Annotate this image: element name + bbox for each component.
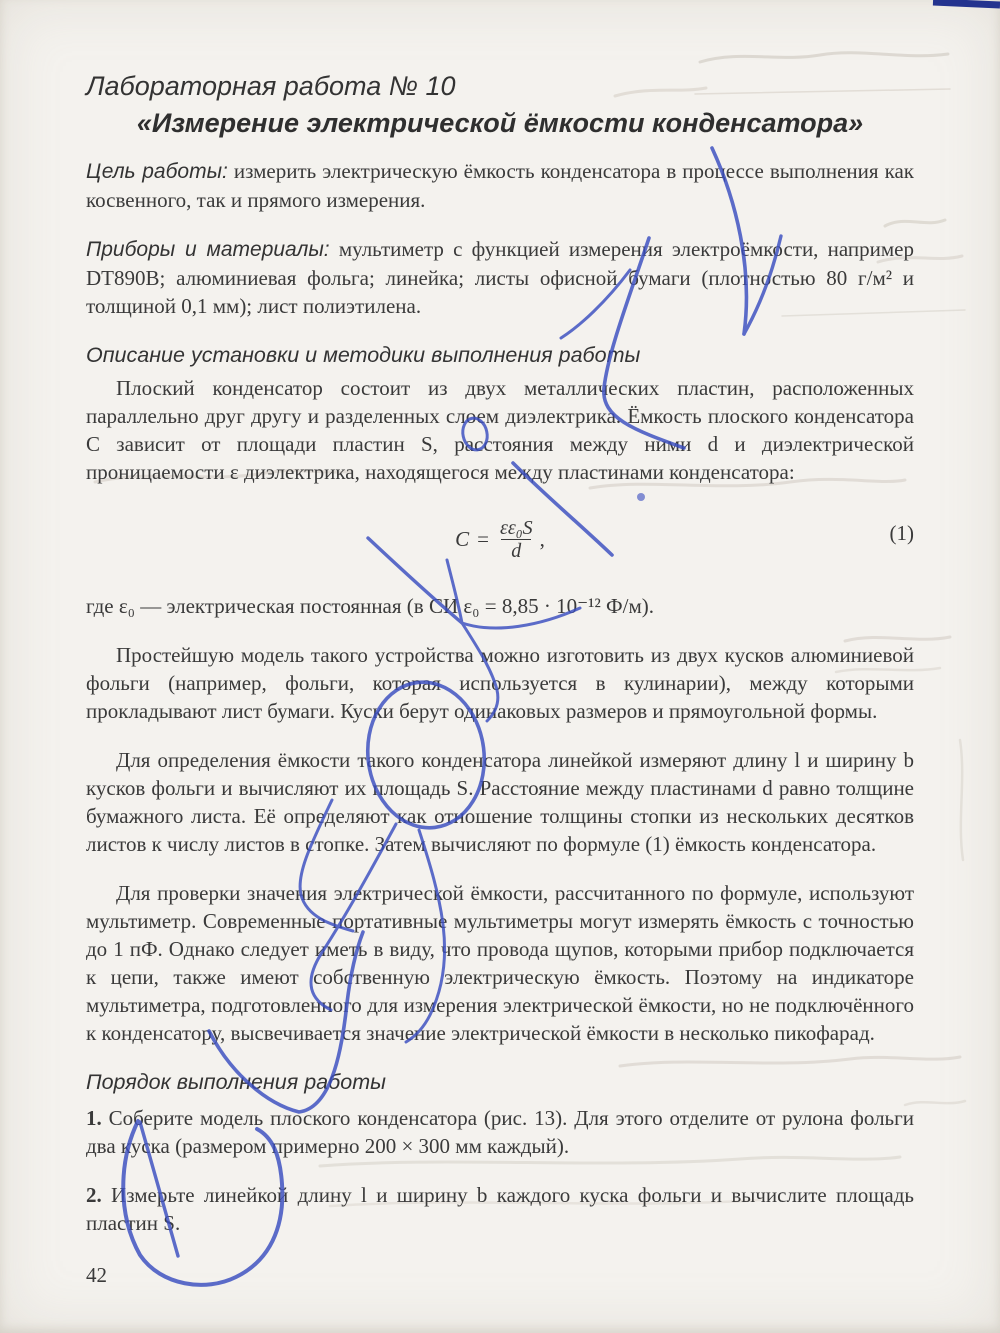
lab-work-title: Лабораторная работа № 10 bbox=[86, 71, 456, 101]
goal-label: Цель работы: bbox=[86, 160, 228, 183]
lab-work-subtitle: «Измерение электрической ёмкости конденсатора» bbox=[136, 108, 864, 138]
formula-comma: , bbox=[539, 526, 545, 551]
equipment-paragraph bbox=[86, 235, 914, 320]
description-paragraph-1: Плоский конденсатор состоит из двух металлических пластин, расположенных параллельно друг другу и разделенных слоем диэлектрика. Ёмкость плоского конденсатора C зависит от площади пластин S, расстояния между ними d и диэлектрической проницаемости ε диэлектрика, находящегося между пластинами конденсатора: bbox=[86, 376, 914, 484]
formula-equals: = bbox=[477, 526, 489, 551]
description-paragraph-2: где ε₀ — электрическая постоянная (в СИ ε₀ = 8,85 · 10⁻¹² Ф/м). bbox=[86, 594, 654, 618]
step-2-number: 2. bbox=[86, 1183, 102, 1207]
step-2-text: Измерьте линейкой длину l и ширину b каждого куска фольги и вычислите площадь пластин S. bbox=[86, 1183, 914, 1235]
formula-fraction bbox=[497, 517, 536, 562]
procedure-step-2 bbox=[86, 1181, 914, 1237]
description-paragraph-3: Простейшую модель такого устройства можно изготовить из двух кусков алюминиевой фольги (например, фольги, которая используется в кулинарии), между которыми прокладывают лист бумаги. Куски берут одинаковых размеров и прямоугольной формы. bbox=[86, 643, 914, 723]
procedure-heading: Порядок выполнения работы bbox=[86, 1070, 386, 1094]
step-1-text: Соберите модель плоского конденсатора (рис. 13). Для этого отделите от рулона фольги два куска (размером примерно 200 × 300 мм каждый). bbox=[86, 1106, 914, 1158]
formula-denominator: d bbox=[501, 539, 531, 562]
step-1-number: 1. bbox=[86, 1106, 102, 1130]
procedure-step-1 bbox=[86, 1104, 914, 1160]
formula-number: (1) bbox=[889, 521, 914, 545]
description-heading: Описание установки и методики выполнения работы bbox=[86, 343, 641, 367]
equipment-text: мультиметр с функцией измерения электроёмкости, например DT890B; алюминиевая фольга; линейка; листы офисной бумаги (плотностью 80 г/м² и толщиной 0,1 мм); лист полиэтилена. bbox=[86, 237, 914, 318]
formula-numerator: εε₀S bbox=[499, 516, 533, 539]
page-number: 42 bbox=[86, 1263, 107, 1287]
goal-text: измерить электрическую ёмкость конденсатора в процессе выполнения как косвенного, так и прямого измерения. bbox=[86, 159, 914, 212]
formula-lhs: C bbox=[455, 526, 470, 551]
description-paragraph-4: Для определения ёмкости такого конденсатора линейкой измеряют длину l и ширину b кусков фольги и вычисляют их площадь S. Расстояние между пластинами d равно толщине бумажного листа. Её определяют как отношение толщины стопки из нескольких десятков листов к числу листов в стопке. Затем вычисляют по формуле (1) ёмкость конденсатора. bbox=[86, 748, 914, 856]
capacitance-formula bbox=[86, 507, 914, 571]
goal-paragraph bbox=[86, 157, 914, 214]
equipment-label: Приборы и материалы: bbox=[86, 238, 330, 261]
description-paragraph-5: Для проверки значения электрической ёмкости, рассчитанного по формуле, используют мультиметр. Современные портативные мультиметры могут измерять ёмкость с точностью до 1 пФ. Однако следует иметь в виду, что провода щупов, которыми прибор подключается к цепи, также имеют собственную электрическую ёмкость. Поэтому на индикаторе мультиметра, подготовленного для измерения электрической ёмкости, но не подключённого к конденсатору, высвечивается значение электрической ёмкости в несколько пикофарад. bbox=[86, 881, 914, 1045]
formula-expression bbox=[86, 507, 914, 571]
